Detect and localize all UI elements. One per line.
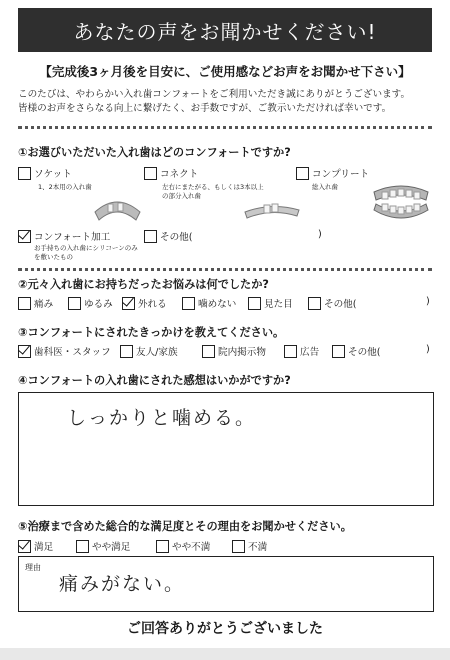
q1-option-connect[interactable] [144, 166, 198, 180]
question-3: ③コンフォートにされたきっかけを教えてください。 [18, 326, 285, 339]
intro-line-2: 皆様のお声をさらなる向上に繋げたく、お手数ですが、ご教示いただければ幸いです。 [18, 103, 392, 114]
q1-checkbox-complete[interactable] [296, 167, 309, 180]
q1-option-label: その他( [160, 232, 193, 243]
q1-option-note: 1、2本用の入れ歯 [38, 183, 92, 191]
q3-option-clinic-poster[interactable] [202, 344, 266, 358]
question-1: ①お選びいただいた入れ歯はどのコンフォートですか? [18, 146, 291, 159]
q2-option-label: その他( [324, 299, 357, 310]
q1-option-label: コンプリート [312, 169, 370, 180]
q1-option-label: ソケット [34, 169, 72, 180]
q2-option-other[interactable] [308, 296, 357, 310]
q5-checkbox-somewhat-satisfied[interactable] [76, 540, 89, 553]
q1-option-socket[interactable] [18, 166, 72, 180]
q1-checkbox-other[interactable] [144, 230, 157, 243]
q5-option-label: 満足 [34, 542, 54, 553]
q5-option-label: やや不満 [172, 542, 211, 553]
q2-option-label: 外れる [138, 299, 167, 310]
q2-option-label: ゆるみ [84, 299, 113, 310]
q3-option-advertisement[interactable] [284, 344, 319, 358]
intro-text [18, 88, 438, 116]
q3-other-close: ) [426, 344, 430, 355]
q1-checkbox-connect[interactable] [144, 167, 157, 180]
q1-other-close: ) [318, 229, 322, 240]
q2-checkbox-other[interactable] [308, 297, 321, 310]
q1-option-label: コネクト [160, 169, 199, 180]
q5-option-somewhat-satisfied[interactable] [76, 539, 130, 553]
closing-message: ご回答ありがとうございました [127, 621, 323, 637]
q2-option-falls-out[interactable] [122, 296, 167, 310]
q3-option-dental-staff[interactable] [18, 344, 111, 358]
q3-checkbox-clinic-poster[interactable] [202, 345, 215, 358]
partial-denture-image [90, 190, 145, 225]
q4-answer-box[interactable] [18, 392, 434, 506]
dotted-divider [18, 268, 432, 271]
q1-option-other[interactable] [144, 229, 193, 243]
q2-option-cannot-chew[interactable] [182, 296, 236, 310]
q2-option-label: 痛み [34, 299, 54, 310]
q5-option-satisfied[interactable] [18, 539, 53, 553]
bridge-denture-image [242, 196, 302, 224]
q3-option-label: その他( [348, 347, 381, 358]
dotted-divider [18, 126, 432, 129]
q3-option-label: 歯科医・スタッフ [34, 347, 111, 358]
survey-subtitle: 【完成後3ヶ月後を目安に、ご使用感などお声をお聞かせ下さい】 [39, 64, 411, 79]
intro-line-1: このたびは、やわらかい入れ歯コンフォートをご利用いただき誠にありがとうございます。 [18, 89, 411, 100]
q5-checkbox-satisfied[interactable] [18, 540, 31, 553]
q5-handwritten-reason: 痛みがない。 [59, 573, 186, 595]
q3-checkbox-other[interactable] [332, 345, 345, 358]
q2-option-appearance[interactable] [248, 296, 293, 310]
q2-checkbox-cannot-chew[interactable] [182, 297, 195, 310]
q5-reason-box[interactable] [18, 556, 434, 612]
q1-option-complete[interactable] [296, 166, 369, 180]
q5-checkbox-somewhat-dissatisfied[interactable] [156, 540, 169, 553]
q2-checkbox-falls-out[interactable] [122, 297, 135, 310]
q5-option-dissatisfied[interactable] [232, 539, 267, 553]
q3-checkbox-dental-staff[interactable] [18, 345, 31, 358]
reason-label: 理由 [25, 563, 41, 572]
q2-option-pain[interactable] [18, 296, 53, 310]
q5-checkbox-dissatisfied[interactable] [232, 540, 245, 553]
q1-checkbox-comfort-processing[interactable] [18, 230, 31, 243]
q2-option-label: 見た目 [264, 299, 293, 310]
q3-option-label: 広告 [300, 347, 320, 358]
q3-option-friend-family[interactable] [120, 344, 178, 358]
q2-option-label: 噛めない [198, 299, 237, 310]
q2-checkbox-pain[interactable] [18, 297, 31, 310]
q5-option-label: やや満足 [92, 542, 131, 553]
q5-option-label: 不満 [248, 542, 268, 553]
q1-checkbox-socket[interactable] [18, 167, 31, 180]
question-5: ⑤治療まで含めた総合的な満足度とその理由をお聞かせください。 [18, 520, 352, 533]
q2-option-loose[interactable] [68, 296, 113, 310]
q1-option-note: 左右にまたがる、もしくは3本以上の部分入れ歯 [162, 183, 264, 200]
q3-option-label: 友人/家族 [136, 347, 178, 358]
page-bottom-band [0, 648, 450, 660]
q4-handwritten-answer: しっかりと噛める。 [67, 407, 257, 429]
question-4: ④コンフォートの入れ歯にされた感想はいかがですか? [18, 374, 291, 387]
q1-option-note: 総入れ歯 [312, 183, 338, 191]
survey-title: あなたの声をお聞かせください! [73, 19, 377, 44]
q1-option-comfort-processing[interactable] [18, 229, 110, 243]
q1-option-label: コンフォート加工 [34, 232, 111, 243]
full-denture-image [368, 178, 434, 228]
q1-option-note: お手持ちの入れ歯にシリコーンのみを敷いたもの [34, 244, 138, 261]
q2-checkbox-loose[interactable] [68, 297, 81, 310]
q3-option-label: 院内掲示物 [218, 347, 266, 358]
q3-checkbox-friend-family[interactable] [120, 345, 133, 358]
q2-other-close: ) [426, 296, 430, 307]
survey-header [18, 8, 432, 52]
q5-option-somewhat-dissatisfied[interactable] [156, 539, 210, 553]
q3-option-other[interactable] [332, 344, 381, 358]
q2-checkbox-appearance[interactable] [248, 297, 261, 310]
q3-checkbox-advertisement[interactable] [284, 345, 297, 358]
question-2: ②元々入れ歯にお持ちだったお悩みは何でしたか? [18, 278, 269, 291]
